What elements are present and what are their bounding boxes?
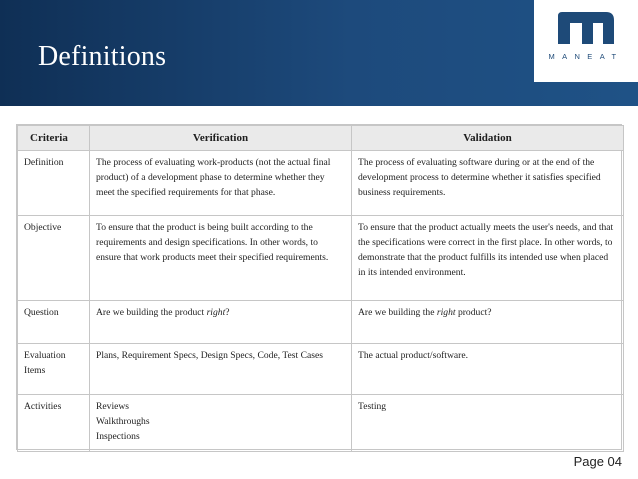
activity-item: Reviews bbox=[96, 401, 130, 412]
validation-cell: To ensure that the product actually meets the user's needs, and that the specifications were correct in the first place. In other words, to demonstrate that the product fulfills its intended use when placed in its intended environment. bbox=[352, 216, 624, 301]
verification-cell bbox=[90, 395, 352, 452]
verification-cell: To ensure that the product is being built according to the requirements and design specifications. In other words, to ensure that work products meet their specified requirements. bbox=[90, 216, 352, 301]
validation-question-emphasis: right bbox=[436, 307, 456, 318]
column-header-validation: Validation bbox=[352, 126, 624, 151]
criteria-cell: Activities bbox=[18, 395, 90, 452]
slide-header bbox=[0, 0, 638, 106]
validation-cell: The process of evaluating software during or at the end of the development process to determine whether it satisfies specified business requirements. bbox=[352, 151, 624, 216]
logo-wordmark: MANEAT bbox=[548, 52, 624, 61]
verification-question-emphasis: right bbox=[206, 307, 226, 318]
comparison-table bbox=[16, 124, 622, 450]
table-row bbox=[18, 344, 624, 395]
activity-item: Walkthroughs bbox=[96, 416, 150, 427]
table-row bbox=[18, 395, 624, 452]
validation-cell: Testing bbox=[352, 395, 624, 452]
validation-cell bbox=[352, 301, 624, 344]
criteria-cell: Evaluation Items bbox=[18, 344, 90, 395]
page-title: Definitions bbox=[38, 41, 167, 72]
verification-cell: The process of evaluating work-products (not the actual final product) of a development phase to determine whether they meet the specified requirements for that phase. bbox=[90, 151, 352, 216]
verification-question-post: ? bbox=[225, 307, 230, 318]
criteria-cell: Definition bbox=[18, 151, 90, 216]
validation-question-post: product? bbox=[455, 307, 492, 318]
page-number: Page 04 bbox=[573, 454, 622, 469]
table-row bbox=[18, 151, 624, 216]
validation-question-pre: Are we building the bbox=[358, 307, 437, 318]
table-row bbox=[18, 301, 624, 344]
criteria-cell: Question bbox=[18, 301, 90, 344]
column-header-verification: Verification bbox=[90, 126, 352, 151]
verification-cell bbox=[90, 301, 352, 344]
maneat-logo-icon bbox=[556, 10, 616, 46]
verification-question-pre: Are we building the product bbox=[96, 307, 207, 318]
criteria-cell: Objective bbox=[18, 216, 90, 301]
column-header-criteria: Criteria bbox=[18, 126, 90, 151]
table-header-row bbox=[18, 126, 624, 151]
validation-cell: The actual product/software. bbox=[352, 344, 624, 395]
table-row bbox=[18, 216, 624, 301]
logo bbox=[534, 0, 638, 82]
verification-cell: Plans, Requirement Specs, Design Specs, Code, Test Cases bbox=[90, 344, 352, 395]
activity-item: Inspections bbox=[96, 431, 140, 442]
